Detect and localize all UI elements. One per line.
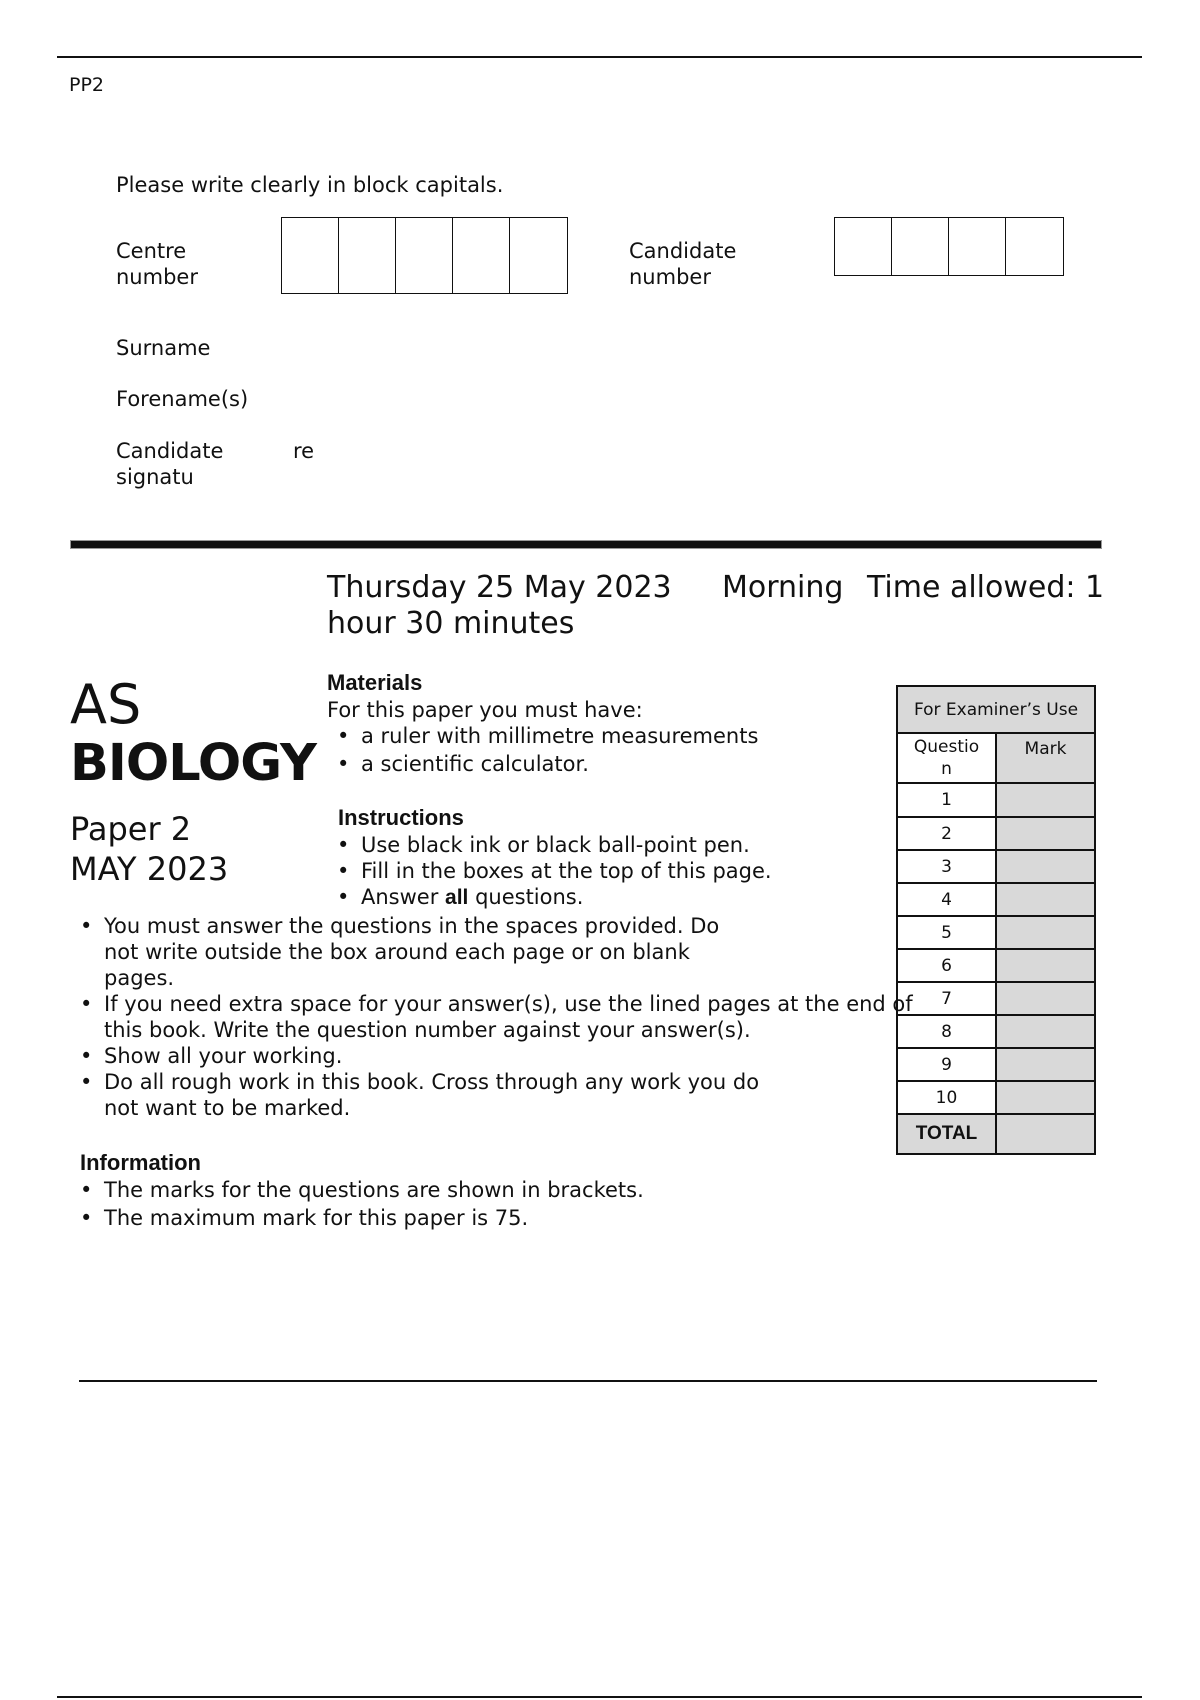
mark-cell[interactable] xyxy=(996,883,1095,916)
signature-label xyxy=(116,438,223,490)
instruction-line: • Do all rough work in this book. Cross through any work you do xyxy=(104,1070,760,1094)
question-number-cell: 3 xyxy=(897,850,996,883)
signature-label-fragment: re xyxy=(293,439,315,463)
candidate-number-digit-box[interactable] xyxy=(1006,218,1063,275)
instruction-text: questions. xyxy=(468,885,584,909)
instruction-item: • Show all your working. xyxy=(69,1043,969,1069)
centre-number-digit-box[interactable] xyxy=(510,218,567,293)
candidate-number-digit-box[interactable] xyxy=(949,218,1006,275)
information-item: • The maximum mark for this paper is 75. xyxy=(69,1205,829,1231)
candidate-number-digit-box[interactable] xyxy=(835,218,892,275)
question-number-cell: 10 xyxy=(897,1081,996,1114)
mark-cell[interactable] xyxy=(996,1015,1095,1048)
instructions-list-bottom xyxy=(69,913,969,1121)
instruction-line: not want to be marked. xyxy=(104,1096,351,1120)
exam-date: Thursday 25 May 2023 xyxy=(327,570,672,605)
paper-code: PP2 xyxy=(69,74,105,96)
forenames-label: Forename(s) xyxy=(116,387,249,411)
centre-number-digit-box[interactable] xyxy=(339,218,396,293)
candidate-number-boxes[interactable] xyxy=(834,217,1064,276)
instruction-emphasis: all xyxy=(445,886,469,909)
centre-number-digit-box[interactable] xyxy=(282,218,339,293)
signature-label-line-1: Candidate xyxy=(116,439,224,463)
mark-cell[interactable] xyxy=(996,850,1095,883)
time-allowed: Time allowed: 1 xyxy=(867,570,1105,605)
examiner-use-table xyxy=(896,685,1096,1155)
candidate-number-label xyxy=(629,238,736,290)
time-allowed-continued: hour 30 minutes xyxy=(327,606,575,641)
instruction-item: • Fill in the boxes at the top of this page. xyxy=(326,858,886,884)
mark-cell[interactable] xyxy=(996,783,1095,817)
examiner-table-title: For Examiner’s Use xyxy=(897,686,1095,733)
centre-number-digit-box[interactable] xyxy=(453,218,510,293)
total-mark-cell[interactable] xyxy=(996,1114,1095,1154)
candidate-number-digit-box[interactable] xyxy=(892,218,949,275)
question-number-cell: 5 xyxy=(897,916,996,949)
exam-subject: BIOLOGY xyxy=(70,734,316,793)
materials-intro: For this paper you must have: xyxy=(327,698,643,722)
instruction-line: this book. Write the question number against your answer(s). xyxy=(104,1018,751,1042)
instructions-heading: Instructions xyxy=(338,805,464,830)
question-number-cell: 2 xyxy=(897,817,996,850)
instruction-item xyxy=(69,1069,969,1121)
mark-cell[interactable] xyxy=(996,1081,1095,1114)
instruction-line: pages. xyxy=(104,966,175,990)
signature-label-line-2: signatu xyxy=(116,465,194,489)
instruction-text: Answer xyxy=(361,885,446,909)
question-header-line-2: n xyxy=(941,759,952,779)
mark-column-header: Mark xyxy=(996,733,1095,783)
paper-month-year: MAY 2023 xyxy=(70,850,229,888)
instruction-item: • Use black ink or black ball-point pen. xyxy=(326,832,886,858)
centre-label-line-2: number xyxy=(116,265,198,289)
instruction-item xyxy=(69,991,969,1043)
top-rule xyxy=(57,56,1142,58)
information-item: • The marks for the questions are shown in brackets. xyxy=(69,1177,829,1203)
instructions-list-top xyxy=(326,832,886,911)
question-column-header xyxy=(897,733,996,783)
total-label: TOTAL xyxy=(897,1114,996,1154)
footer-rule xyxy=(79,1380,1097,1382)
mark-cell[interactable] xyxy=(996,817,1095,850)
mark-cell[interactable] xyxy=(996,949,1095,982)
materials-heading: Materials xyxy=(327,670,423,695)
centre-number-digit-box[interactable] xyxy=(396,218,453,293)
question-number-cell: 8 xyxy=(897,1015,996,1048)
exam-session: Morning xyxy=(722,570,844,605)
mark-cell[interactable] xyxy=(996,1048,1095,1081)
question-number-cell: 4 xyxy=(897,883,996,916)
candidate-label-line-1: Candidate xyxy=(629,239,737,263)
centre-label-line-1: Centre xyxy=(116,239,187,263)
question-number-cell: 6 xyxy=(897,949,996,982)
paper-number: Paper 2 xyxy=(70,810,192,848)
instruction-line: • If you need extra space for your answer(s), use the lined pages at the end of xyxy=(104,992,913,1016)
surname-label: Surname xyxy=(116,336,211,360)
materials-item: • a ruler with millimetre measurements xyxy=(326,723,866,749)
materials-item: • a scientific calculator. xyxy=(326,751,866,777)
information-heading: Information xyxy=(80,1150,201,1175)
materials-list xyxy=(326,723,866,777)
question-number-cell: 7 xyxy=(897,982,996,1015)
information-list xyxy=(69,1177,829,1231)
instruction-line: • You must answer the questions in the spaces provided. Do xyxy=(104,914,720,938)
centre-number-label xyxy=(116,238,198,290)
question-header-line-1: Questio xyxy=(913,737,980,757)
mark-cell[interactable] xyxy=(996,916,1095,949)
instruction-line: not write outside the box around each page or on blank xyxy=(104,940,690,964)
question-number-cell: 9 xyxy=(897,1048,996,1081)
instruction-item xyxy=(326,884,886,911)
instruction-item xyxy=(69,913,969,991)
bottom-rule xyxy=(57,1696,1142,1698)
candidate-label-line-2: number xyxy=(629,265,711,289)
mark-cell[interactable] xyxy=(996,982,1095,1015)
exam-level: AS xyxy=(70,673,142,736)
section-divider xyxy=(70,540,1102,549)
centre-number-boxes[interactable] xyxy=(281,217,568,294)
block-capitals-instruction: Please write clearly in block capitals. xyxy=(116,173,504,197)
question-number-cell: 1 xyxy=(897,783,996,817)
